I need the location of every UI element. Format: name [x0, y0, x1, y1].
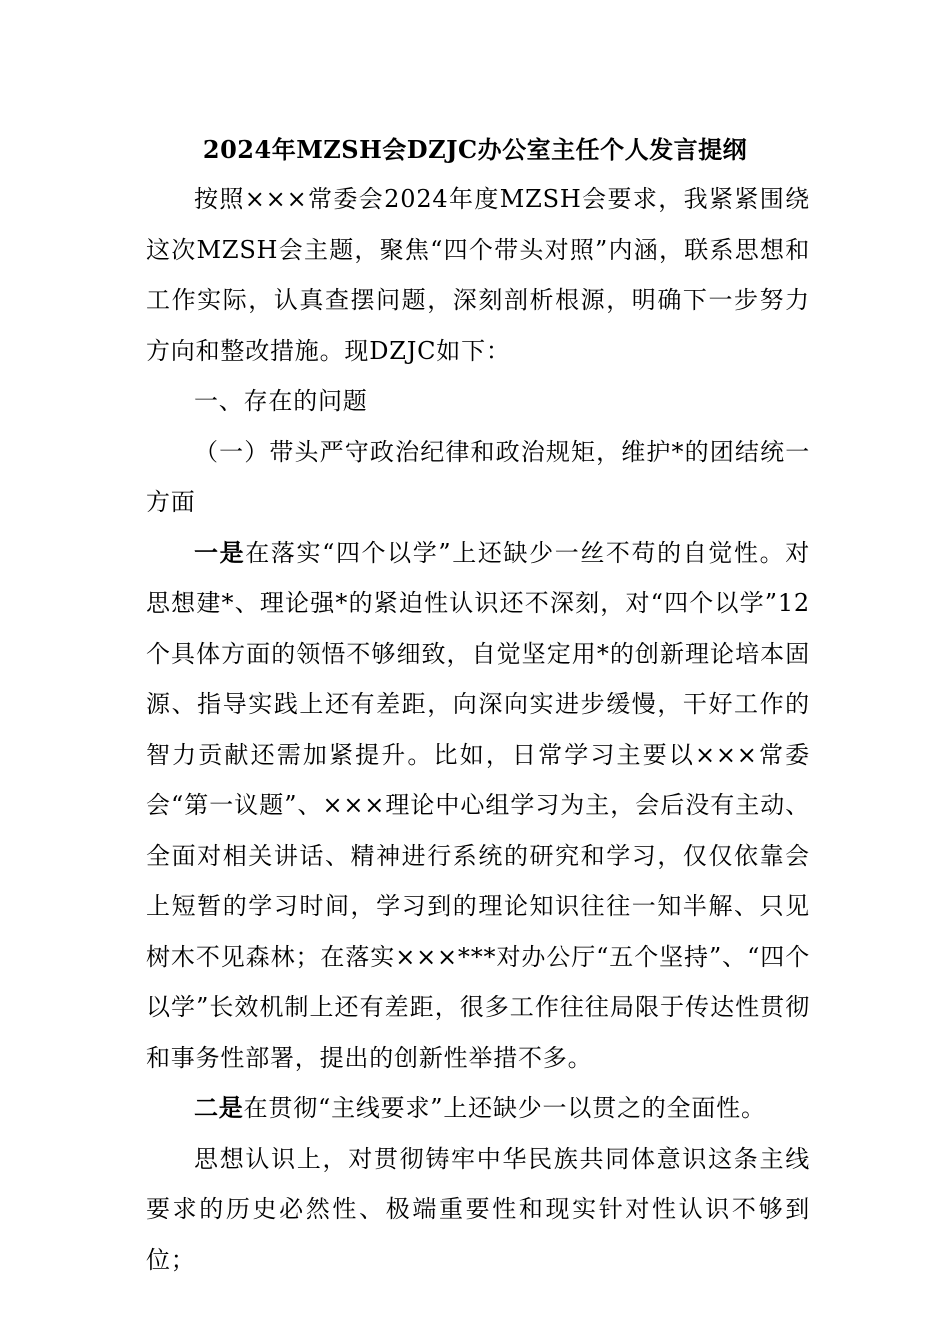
point-one-text: 在落实“四个以学”上还缺少一丝不苟的自觉性。对思想建*、理论强*的紧迫性认识还不深刻，对“四个以学”12个具体方面的领悟不够细致，自觉坚定用*的创新理论培本固源、指导实践上还有差距，向深向实进步缓慢，干好工作的智力贡献还需加紧提升。比如，日常学习主要以×××常委会“第一议题”、×××理论中心组学习为主，会后没有主动、全面对相关讲话、精神进行系统的研究和学习，仅仅依靠会上短暂的学习时间，学习到的理论知识往往一知半解、只见树木不见森林；在落实×××***对办公厅“五个坚持”、“四个以学”长效机制上还有差距，很多工作往往局限于传达性贯彻和事务性部署，提出的创新性举措不多。 [146, 538, 811, 1072]
point-one-lead: 一是 [194, 537, 246, 567]
subsection-heading: （一）带头严守政治纪律和政治规矩，维护*的团结统一方面 [146, 437, 810, 516]
section-heading: 一、存在的问题 [194, 387, 368, 415]
document-title: 2024年MZSH会DZJC办公室主任个人发言提纲 [202, 135, 748, 164]
point-two-paragraph [146, 1083, 810, 1134]
point-one-paragraph [146, 528, 810, 1084]
intro-paragraph: 按照×××常委会2024年度MZSH会要求，我紧紧围绕这次MZSH会主题，聚焦“四个带头对照”内涵，联系思想和工作实际，认真查摆问题，深刻剖析根源，明确下一步努力方向和整改措施。现DZJC如下： [146, 185, 810, 365]
point-two-lead: 二是 [194, 1093, 244, 1122]
point-two-text: 在贯彻“主线要求”上还缺少一以贯之的全面性。 [243, 1094, 766, 1122]
point-two-detail-paragraph: 思想认识上，对贯彻铸牢中华民族共同体意识这条主线要求的历史必然性、极端重要性和现实针对性认识不够到位； [146, 1144, 810, 1274]
document-body [146, 174, 810, 1285]
